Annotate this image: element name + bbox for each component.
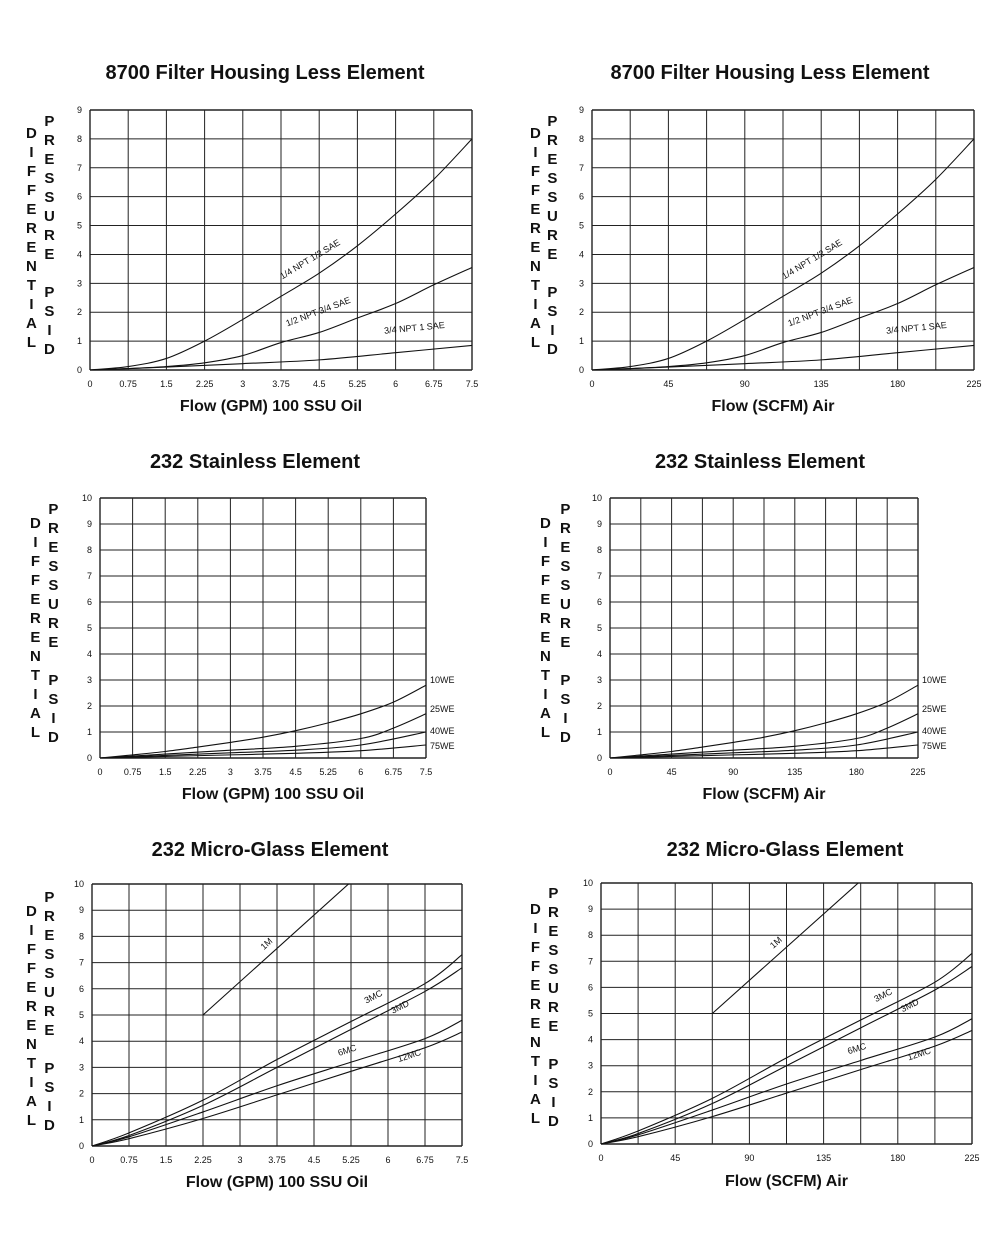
y-tick-label: 8 (578, 133, 584, 144)
y-tick-label: 7 (596, 571, 602, 581)
y-tick-label: 4 (587, 1034, 593, 1045)
x-tick-label: 5.25 (319, 767, 337, 777)
x-tick-label: 1.5 (160, 379, 173, 389)
y-tick-label: 9 (78, 905, 84, 916)
y-tick-label: 7 (578, 162, 584, 173)
x-tick-label: 2.25 (189, 767, 207, 777)
x-tick-label: 225 (966, 379, 982, 389)
y-tick-label: 6 (78, 983, 84, 994)
y-axis-label-pressure-psid: P R E S S U R E P S I D (44, 113, 55, 358)
y-axis-label-differential: D I F F E R E N T I A L (30, 515, 41, 741)
y-tick-label: 8 (76, 133, 82, 144)
x-tick-label: 180 (848, 767, 864, 777)
x-tick-label: 0.75 (123, 767, 142, 777)
series-label-3md: 3MD (389, 998, 411, 1016)
x-tick-label: 6 (385, 1155, 391, 1165)
x-tick-label: 3.75 (272, 379, 290, 389)
series-label-1-4-npt-1-2-sae: 1/4 NPT 1/2 SAE (780, 237, 844, 282)
y-tick-label: 0 (596, 753, 602, 763)
y-tick-label: 9 (596, 519, 602, 529)
y-tick-label: 5 (76, 220, 82, 231)
y-tick-label: 0 (578, 365, 584, 375)
x-tick-label: 0.75 (120, 1155, 138, 1165)
x-tick-label: 135 (816, 1153, 832, 1163)
y-tick-label: 9 (86, 519, 92, 529)
x-tick-label: 6 (393, 379, 399, 389)
y-tick-label: 8 (587, 930, 593, 941)
y-tick-label: 6 (86, 597, 92, 607)
x-tick-label: 0 (598, 1153, 604, 1163)
chart-title: 8700 Filter Housing Less Element (105, 62, 425, 84)
y-axis-label-pressure-psid: P R E S S U R E P S I D (548, 885, 559, 1130)
series-label-3mc: 3MC (872, 986, 894, 1005)
series-label-10we: 10WE (430, 675, 455, 686)
series-label-3mc: 3MC (362, 987, 385, 1006)
y-tick-label: 0 (78, 1141, 84, 1151)
series-label-3-4-npt-1-sae: 3/4 NPT 1 SAE (885, 320, 948, 336)
series-label-40we: 40WE (430, 726, 455, 736)
y-tick-label: 7 (587, 956, 593, 967)
x-tick-label: 0 (87, 379, 93, 389)
x-axis-label: Flow (SCFM) Air (725, 1173, 848, 1190)
y-tick-label: 4 (596, 649, 602, 659)
x-tick-label: 6.75 (425, 379, 443, 389)
y-tick-label: 7 (78, 957, 84, 968)
x-tick-label: 0 (89, 1155, 95, 1165)
y-tick-label: 7 (86, 571, 92, 581)
y-tick-label: 6 (587, 982, 593, 993)
x-tick-label: 45 (670, 1153, 681, 1163)
y-axis-label-differential: D I F F E R E N T I A L (530, 901, 541, 1127)
y-tick-label: 3 (86, 675, 92, 685)
x-tick-label: 90 (744, 1153, 755, 1163)
x-axis-label: Flow (SCFM) Air (711, 398, 835, 415)
y-tick-label: 10 (591, 493, 602, 503)
x-tick-label: 3 (240, 379, 246, 389)
x-tick-label: 7.5 (465, 379, 479, 389)
y-tick-label: 10 (582, 878, 593, 888)
y-axis-label-pressure-psid: P R E S S U R E P S I D (44, 889, 55, 1134)
y-tick-label: 3 (78, 1062, 84, 1073)
x-tick-label: 3.75 (254, 767, 272, 777)
series-line-1m (712, 883, 858, 1014)
x-tick-label: 90 (728, 767, 739, 777)
x-tick-label: 180 (890, 379, 906, 389)
y-tick-label: 3 (587, 1060, 593, 1071)
x-tick-label: 90 (739, 379, 750, 389)
y-tick-label: 2 (76, 307, 82, 318)
y-axis-label-pressure-psid: P R E S S U R E P S I D (547, 113, 558, 358)
y-tick-label: 2 (596, 701, 602, 711)
series-label-3-4-npt-1-sae: 3/4 NPT 1 SAE (383, 320, 446, 336)
x-tick-label: 7.5 (419, 767, 433, 777)
x-tick-label: 1.5 (158, 767, 172, 777)
chart-svg (581, 873, 991, 1173)
x-tick-label: 3 (227, 767, 233, 777)
y-tick-label: 2 (86, 701, 92, 711)
x-tick-label: 6.75 (384, 767, 403, 777)
y-tick-label: 4 (86, 649, 92, 659)
x-tick-label: 135 (813, 379, 829, 389)
y-axis-label-pressure-psid: P R E S S U R E P S I D (48, 501, 59, 746)
x-tick-label: 4.5 (312, 379, 326, 389)
y-tick-label: 10 (81, 493, 92, 503)
chart-title: 8700 Filter Housing Less Element (610, 62, 930, 84)
x-tick-label: 0 (607, 767, 613, 777)
y-tick-label: 8 (86, 545, 92, 555)
x-tick-label: 2.25 (195, 379, 214, 389)
y-tick-label: 0 (86, 753, 92, 763)
y-tick-label: 1 (587, 1112, 593, 1123)
y-tick-label: 8 (78, 931, 84, 942)
x-tick-label: 0.75 (119, 379, 137, 389)
series-label-25we: 25WE (430, 703, 455, 714)
y-tick-label: 6 (578, 191, 584, 202)
chart-title: 232 Stainless Element (149, 451, 361, 473)
chart-title: 232 Stainless Element (654, 451, 866, 473)
y-tick-label: 2 (78, 1088, 84, 1099)
y-tick-label: 10 (73, 879, 84, 889)
y-tick-label: 2 (578, 307, 584, 318)
y-axis-label-differential: D I F F E R E N T I A L (540, 515, 551, 741)
x-tick-label: 0 (589, 379, 595, 389)
x-tick-label: 5.25 (348, 379, 367, 389)
x-axis-label: Flow (GPM) 100 SSU Oil (181, 786, 365, 803)
y-tick-label: 4 (78, 1036, 84, 1047)
x-tick-label: 4.5 (307, 1155, 321, 1165)
x-tick-label: 225 (964, 1153, 980, 1163)
x-tick-label: 0 (97, 767, 103, 777)
y-tick-label: 3 (76, 278, 82, 289)
y-tick-label: 2 (587, 1086, 593, 1097)
series-label-75we: 75WE (922, 741, 947, 751)
y-tick-label: 1 (596, 727, 602, 737)
y-tick-label: 3 (596, 675, 602, 685)
series-label-1-4-npt-1-2-sae: 1/4 NPT 1/2 SAE (278, 237, 342, 282)
x-tick-label: 6 (358, 767, 364, 777)
y-axis-label-differential: D I F F E R E N T I A L (26, 903, 37, 1129)
y-tick-label: 9 (76, 105, 82, 115)
chart-svg (72, 874, 472, 1174)
x-axis-label: Flow (GPM) 100 SSU Oil (179, 398, 363, 415)
y-tick-label: 7 (76, 162, 82, 173)
chart-title: 232 Micro-Glass Element (666, 839, 904, 861)
series-label-12mc: 12MC (906, 1045, 933, 1063)
series-line-1m (203, 884, 349, 1015)
y-tick-label: 4 (76, 249, 82, 260)
chart-svg (80, 488, 460, 788)
x-tick-label: 6.75 (416, 1155, 434, 1165)
x-tick-label: 45 (666, 767, 677, 777)
x-tick-label: 7.5 (455, 1155, 469, 1165)
y-tick-label: 5 (596, 623, 602, 633)
y-tick-label: 1 (76, 336, 82, 347)
series-label-1-2-npt-3-4-sae: 1/2 NPT 3/4 SAE (786, 294, 854, 329)
x-tick-label: 3.75 (268, 1155, 286, 1165)
y-tick-label: 6 (596, 597, 602, 607)
y-tick-label: 4 (578, 249, 584, 260)
series-label-6mc: 6MC (336, 1042, 358, 1058)
y-axis-label-differential: D I F F E R E N T I A L (530, 125, 541, 351)
y-tick-label: 0 (76, 365, 82, 375)
y-tick-label: 5 (86, 623, 92, 633)
y-tick-label: 8 (596, 545, 602, 555)
y-tick-label: 5 (78, 1010, 84, 1020)
series-label-12mc: 12MC (396, 1047, 423, 1065)
series-label-6mc: 6MC (846, 1040, 868, 1057)
y-tick-label: 9 (578, 105, 584, 115)
x-axis-label: Flow (GPM) 100 SSU Oil (185, 1174, 369, 1191)
y-axis-label-differential: D I F F E R E N T I A L (26, 125, 37, 351)
y-tick-label: 3 (578, 278, 584, 289)
y-tick-label: 6 (76, 191, 82, 202)
x-tick-label: 225 (910, 767, 926, 777)
x-tick-label: 180 (890, 1153, 906, 1163)
x-tick-label: 45 (663, 379, 674, 389)
series-label-1-2-npt-3-4-sae: 1/2 NPT 3/4 SAE (284, 294, 352, 329)
y-tick-label: 9 (587, 904, 593, 915)
x-tick-label: 5.25 (342, 1155, 360, 1165)
y-tick-label: 1 (86, 727, 92, 737)
x-tick-label: 3 (237, 1155, 243, 1165)
series-label-3md: 3MD (899, 996, 921, 1015)
chart-svg (572, 100, 982, 400)
x-tick-label: 2.25 (194, 1155, 212, 1165)
x-tick-label: 135 (787, 767, 803, 777)
y-tick-label: 5 (578, 220, 584, 231)
x-axis-label: Flow (SCFM) Air (702, 786, 826, 803)
chart-svg (70, 100, 479, 400)
series-label-1m: 1M (767, 934, 784, 951)
y-tick-label: 0 (587, 1139, 593, 1149)
series-label-10we: 10WE (922, 675, 947, 686)
x-tick-label: 1.5 (159, 1155, 173, 1165)
series-label-75we: 75WE (430, 741, 455, 751)
y-tick-label: 5 (587, 1008, 593, 1019)
y-tick-label: 1 (578, 336, 584, 347)
chart-svg (590, 488, 970, 788)
series-label-40we: 40WE (922, 726, 947, 736)
y-tick-label: 1 (78, 1114, 84, 1125)
chart-title: 232 Micro-Glass Element (151, 839, 389, 861)
x-tick-label: 4.5 (289, 767, 302, 777)
y-axis-label-pressure-psid: P R E S S U R E P S I D (560, 501, 571, 746)
series-label-25we: 25WE (922, 703, 947, 714)
series-label-1m: 1M (258, 935, 275, 952)
